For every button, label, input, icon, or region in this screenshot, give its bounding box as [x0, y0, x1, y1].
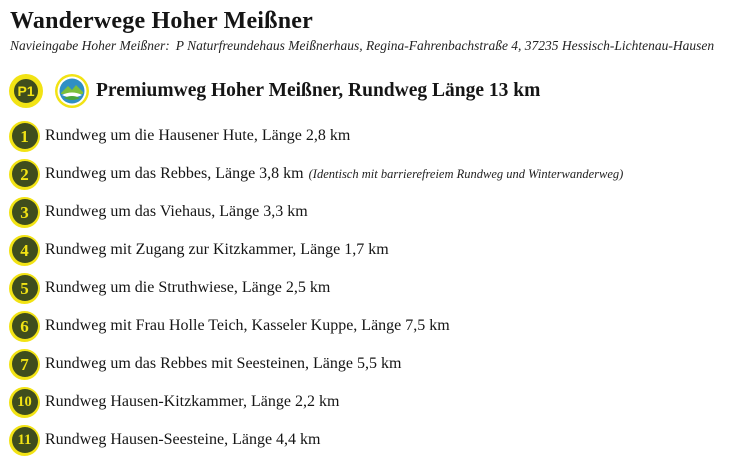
- route-number: 3: [12, 199, 38, 225]
- route-item-5: [9, 269, 744, 307]
- premium-badge: [9, 74, 43, 108]
- route-number: 5: [12, 275, 38, 301]
- route-list: [9, 117, 744, 459]
- premium-badge-label: P1: [12, 77, 40, 105]
- route-label: Rundweg Hausen-Seesteine, Länge 4,4 km: [45, 431, 321, 448]
- route-item-11: [9, 421, 744, 459]
- premium-trail-logo-icon: [54, 73, 90, 109]
- route-number: 6: [12, 313, 38, 339]
- route-number: 2: [12, 161, 38, 187]
- route-item-7: [9, 345, 744, 383]
- route-number-badge: [9, 349, 40, 380]
- route-label: Rundweg um die Hausener Hute, Länge 2,8 km: [45, 127, 351, 144]
- route-label: Rundweg um die Struthwiese, Länge 2,5 km: [45, 279, 331, 296]
- route-number-badge: [9, 311, 40, 342]
- route-number: 7: [12, 351, 38, 377]
- route-item-3: [9, 193, 744, 231]
- route-label: Rundweg um das Rebbes, Länge 3,8 km: [45, 165, 304, 182]
- route-label: Rundweg um das Rebbes mit Seesteinen, Länge 5,5 km: [45, 355, 402, 372]
- premium-trail-row: [9, 71, 540, 111]
- route-label: Rundweg um das Viehaus, Länge 3,3 km: [45, 203, 308, 220]
- route-number: 11: [12, 427, 38, 453]
- route-item-4: [9, 231, 744, 269]
- route-label: Rundweg mit Frau Holle Teich, Kasseler Kuppe, Länge 7,5 km: [45, 317, 450, 334]
- route-item-2: [9, 155, 744, 193]
- route-number-badge: [9, 235, 40, 266]
- route-item-10: [9, 383, 744, 421]
- route-number-badge: [9, 121, 40, 152]
- route-number: 10: [12, 389, 38, 415]
- route-item-1: [9, 117, 744, 155]
- navigation-address: [10, 38, 714, 54]
- nav-prefix: Navieingabe Hoher Meißner:: [10, 38, 170, 53]
- route-item-6: [9, 307, 744, 345]
- route-number-badge: [9, 425, 40, 456]
- nav-address: P Naturfreundehaus Meißnerhaus, Regina-Fahrenbachstraße 4, 37235 Hessisch-Lichtenau-Hausen: [175, 38, 715, 53]
- route-number-badge: [9, 387, 40, 418]
- route-note: (Identisch mit barrierefreiem Rundweg und Winterwanderweg): [308, 166, 624, 181]
- route-label: Rundweg mit Zugang zur Kitzkammer, Länge 1,7 km: [45, 241, 389, 258]
- route-number-badge: [9, 159, 40, 190]
- route-number-badge: [9, 197, 40, 228]
- page-title: Wanderwege Hoher Meißner: [10, 8, 313, 34]
- premium-trail-label: Premiumweg Hoher Meißner, Rundweg Länge 13 km: [96, 80, 541, 101]
- route-label: Rundweg Hausen-Kitzkammer, Länge 2,2 km: [45, 393, 340, 410]
- route-number-badge: [9, 273, 40, 304]
- route-number: 1: [12, 123, 38, 149]
- route-number: 4: [12, 237, 38, 263]
